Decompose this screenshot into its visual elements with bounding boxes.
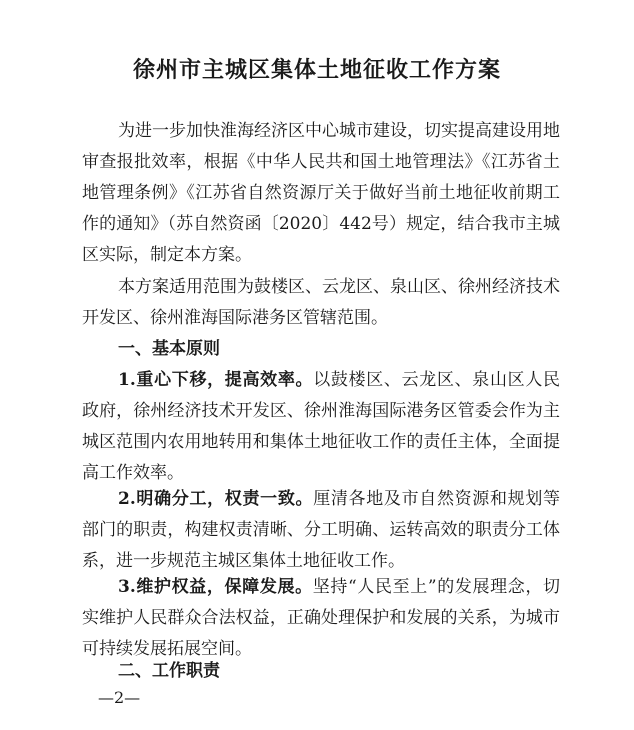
principle-3-body: 坚持“人民至上”的发展理念，切实维护人民群众合法权益，正确处理保护和发展的关系，为城市可持续发展拓展空间。	[82, 577, 560, 659]
section-heading-work-duties: 二、工作职责	[118, 661, 220, 681]
principle-3-lead: 3.维护权益，保障发展。	[118, 577, 313, 597]
principle-2-body: 厘清各地及市自然资源和规划等部门的职责，构建权责清晰、分工明确、运转高效的职责分工体系，进一步规范主城区集体土地征收工作。	[82, 489, 561, 571]
page-number: —2—	[98, 688, 141, 707]
principle-1-body: 以鼓楼区、云龙区、泉山区人民政府，徐州经济技术开发区、徐州淮海国际港务区管委会作为主城区范围内农用地转用和集体土地征收工作的责任主体，全面提高工作效率。	[82, 370, 561, 483]
principle-1-lead: 1.重心下移，提高效率。	[118, 370, 314, 390]
principle-3-paragraph	[82, 572, 560, 665]
principle-1-paragraph	[82, 365, 560, 489]
principle-2-paragraph	[82, 484, 560, 577]
section-heading-basic-principles: 一、基本原则	[118, 339, 220, 359]
intro-paragraph: 为进一步加快淮海经济区中心城市建设，切实提高建设用地审查报批效率，根据《中华人民共和国土地管理法》《江苏省土地管理条例》《江苏省自然资源厅关于做好当前土地征收前期工作的通知》（苏自然资函〔2020〕442号）规定，结合我市主城区实际，制定本方案。	[82, 121, 560, 265]
scope-paragraph: 本方案适用范围为鼓楼区、云龙区、泉山区、徐州经济技术开发区、徐州淮海国际港务区管辖范围。	[82, 277, 560, 328]
document-title: 徐州市主城区集体土地征收工作方案	[132, 57, 501, 83]
principle-2-lead: 2.明确分工，权责一致。	[118, 489, 314, 509]
